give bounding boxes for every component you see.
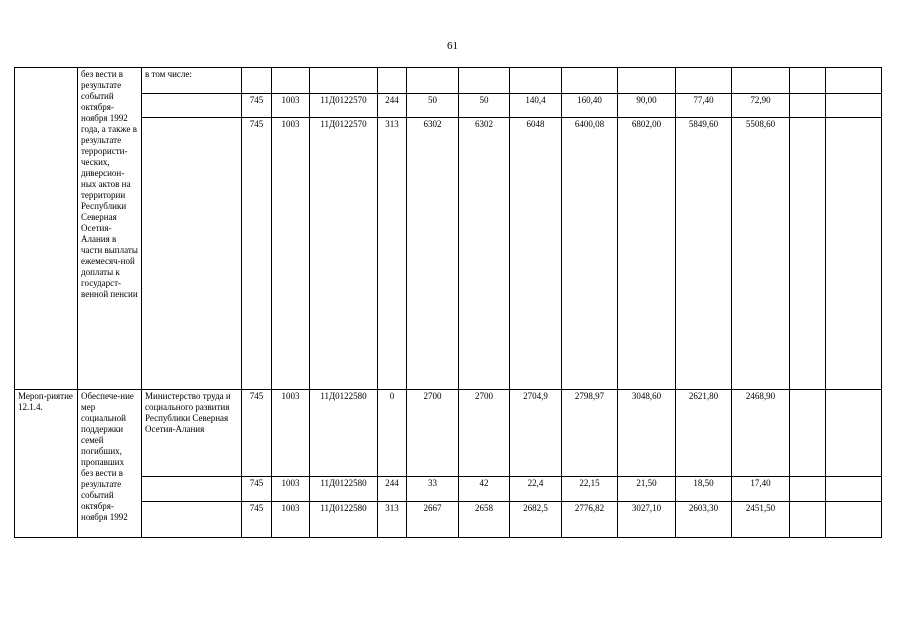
empty-cell xyxy=(826,477,882,502)
csr-cell: 11Д0122570 xyxy=(310,118,378,390)
csr-cell: 11Д0122580 xyxy=(310,390,378,477)
value-cell: 2468,90 xyxy=(732,390,790,477)
executor-cell: Министерство труда и социального развития Республики Северная Осетия-Алания xyxy=(142,390,242,477)
measure-cell: Мероп-риятие 12.1.4. xyxy=(15,390,78,538)
value-cell: 2704,9 xyxy=(510,390,562,477)
grbs-cell: 745 xyxy=(242,477,272,502)
value-cell xyxy=(459,68,510,94)
value-cell xyxy=(732,68,790,94)
value-cell: 2603,30 xyxy=(676,502,732,538)
value-cell: 6400,08 xyxy=(562,118,618,390)
value-cell: 5849,60 xyxy=(676,118,732,390)
value-cell: 6048 xyxy=(510,118,562,390)
value-cell xyxy=(407,68,459,94)
empty-cell xyxy=(790,94,826,118)
value-cell: 18,50 xyxy=(676,477,732,502)
vr-cell: 313 xyxy=(378,502,407,538)
value-cell: 77,40 xyxy=(676,94,732,118)
executor-cell xyxy=(142,118,242,390)
vr-cell: 244 xyxy=(378,477,407,502)
value-cell: 50 xyxy=(459,94,510,118)
value-cell: 72,90 xyxy=(732,94,790,118)
empty-cell xyxy=(826,390,882,477)
csr-cell: 11Д0122580 xyxy=(310,502,378,538)
value-cell: 3027,10 xyxy=(618,502,676,538)
value-cell xyxy=(618,68,676,94)
value-cell xyxy=(510,68,562,94)
description-cell: Обеспече-ние мер социальной поддержки семей погибших, пропавших без вести в результате событий октября-ноября 1992 xyxy=(78,390,142,538)
csr-cell: 11Д0122570 xyxy=(310,94,378,118)
value-cell: 2658 xyxy=(459,502,510,538)
grbs-cell xyxy=(242,68,272,94)
value-cell: 6302 xyxy=(407,118,459,390)
empty-cell xyxy=(790,118,826,390)
value-cell: 3048,60 xyxy=(618,390,676,477)
value-cell: 2621,80 xyxy=(676,390,732,477)
grbs-cell: 745 xyxy=(242,502,272,538)
value-cell: 33 xyxy=(407,477,459,502)
table-row xyxy=(15,94,882,118)
executor-cell xyxy=(142,502,242,538)
page-number: 61 xyxy=(447,40,458,52)
csr-cell xyxy=(310,68,378,94)
value-cell: 160,40 xyxy=(562,94,618,118)
value-cell: 140,4 xyxy=(510,94,562,118)
executor-cell xyxy=(142,94,242,118)
value-cell: 6802,00 xyxy=(618,118,676,390)
vr-cell xyxy=(378,68,407,94)
empty-cell xyxy=(790,390,826,477)
description-cell: без вести в результате событий октября-ноября 1992 года, а также в результате террористи-ческих, диверсион-ных актов на территории Республики Северная Осетия-Алания в части выплаты ежемесяч-ной доплаты к государст-венной пенсии xyxy=(78,68,142,390)
table-row xyxy=(15,68,882,94)
vr-cell: 0 xyxy=(378,390,407,477)
value-cell: 2700 xyxy=(459,390,510,477)
empty-cell xyxy=(790,68,826,94)
empty-cell xyxy=(826,94,882,118)
table-row xyxy=(15,477,882,502)
value-cell: 2776,82 xyxy=(562,502,618,538)
value-cell: 42 xyxy=(459,477,510,502)
rz-cell: 1003 xyxy=(272,477,310,502)
rz-cell: 1003 xyxy=(272,94,310,118)
grbs-cell: 745 xyxy=(242,94,272,118)
rz-cell: 1003 xyxy=(272,502,310,538)
empty-cell xyxy=(826,68,882,94)
csr-cell: 11Д0122580 xyxy=(310,477,378,502)
value-cell: 2451,50 xyxy=(732,502,790,538)
value-cell: 22,15 xyxy=(562,477,618,502)
value-cell: 50 xyxy=(407,94,459,118)
value-cell: 2667 xyxy=(407,502,459,538)
rz-cell: 1003 xyxy=(272,118,310,390)
empty-cell xyxy=(790,477,826,502)
value-cell: 17,40 xyxy=(732,477,790,502)
value-cell: 6302 xyxy=(459,118,510,390)
value-cell xyxy=(676,68,732,94)
executor-cell xyxy=(142,477,242,502)
value-cell: 90,00 xyxy=(618,94,676,118)
budget-table xyxy=(14,67,882,538)
executor-cell: в том числе: xyxy=(142,68,242,94)
value-cell: 2798,97 xyxy=(562,390,618,477)
grbs-cell: 745 xyxy=(242,118,272,390)
value-cell: 2700 xyxy=(407,390,459,477)
vr-cell: 244 xyxy=(378,94,407,118)
rz-cell: 1003 xyxy=(272,390,310,477)
empty-cell xyxy=(826,502,882,538)
table-row xyxy=(15,502,882,538)
value-cell: 5508,60 xyxy=(732,118,790,390)
table-row xyxy=(15,118,882,390)
value-cell: 2682,5 xyxy=(510,502,562,538)
vr-cell: 313 xyxy=(378,118,407,390)
empty-cell xyxy=(790,502,826,538)
value-cell xyxy=(562,68,618,94)
empty-cell xyxy=(826,118,882,390)
table-row xyxy=(15,390,882,477)
value-cell: 21,50 xyxy=(618,477,676,502)
value-cell: 22,4 xyxy=(510,477,562,502)
rz-cell xyxy=(272,68,310,94)
grbs-cell: 745 xyxy=(242,390,272,477)
measure-cell xyxy=(15,68,78,390)
